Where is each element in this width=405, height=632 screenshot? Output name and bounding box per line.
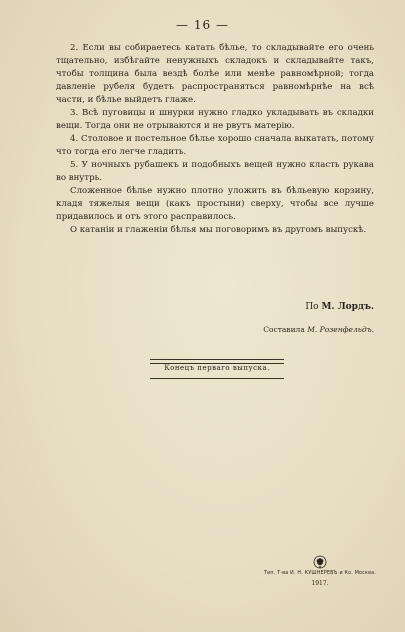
paragraph-3: 3. Всѣ пуговицы и шнурки нужно гладко укладывать въ складки вещи. Тогда они не отрываются и не рвутъ матерію. — [56, 108, 374, 131]
author-signature — [56, 302, 374, 312]
paragraph-closing: О катаніи и глаженіи бѣлья мы поговоримъ въ другомъ выпускѣ. — [70, 225, 367, 235]
author-name: М. Лордъ. — [321, 302, 374, 312]
print-year: 1917. — [311, 580, 329, 587]
compiler-credit — [56, 325, 374, 334]
compiler-prefix: Составила — [263, 325, 305, 334]
printer-imprint: Тип. Т-ва И. Н. КУШНЕРЕВЪ и Ко. Москва. — [263, 571, 377, 576]
rule-bottom — [150, 378, 284, 379]
paragraph-5: 5. У ночныхъ рубашекъ и подобныхъ вещей нужно класть рукава во внутрь. — [56, 160, 374, 183]
paragraph-folding: Сложенное бѣлье нужно плотно уложить въ бѣльевую корзину, кладя тяжелыя вещи (какъ простыни) сверху, чтобы все лучше придавилось и отъ этого расправилось. — [56, 186, 374, 222]
rule-top-1 — [150, 359, 284, 360]
end-of-issue-note: Конецъ перваго выпуска. — [164, 364, 270, 372]
body-text — [56, 42, 374, 237]
paragraph-2: 2. Если вы собираетесь катать бѣлье, то складывайте его очень тщательно, избѣгайте ненужныхъ складокъ и складывайте такъ, чтобы толщина была вездѣ болѣе или менѣе равномѣрной; тогда давленіе рубеля будетъ распространяться равномѣрнѣе на всѣ части, и бѣлье выйдетъ глаже. — [56, 43, 374, 105]
author-prefix: По — [305, 302, 319, 312]
printer-emblem-icon — [313, 555, 327, 569]
page-number: — 16 — — [176, 18, 229, 32]
compiler-name: М. Розенфельдъ. — [307, 325, 374, 334]
paragraph-4: 4. Столовое и постельное бѣлье хорошо сначала выкатать, потому что тогда его легче гладить. — [56, 134, 374, 157]
